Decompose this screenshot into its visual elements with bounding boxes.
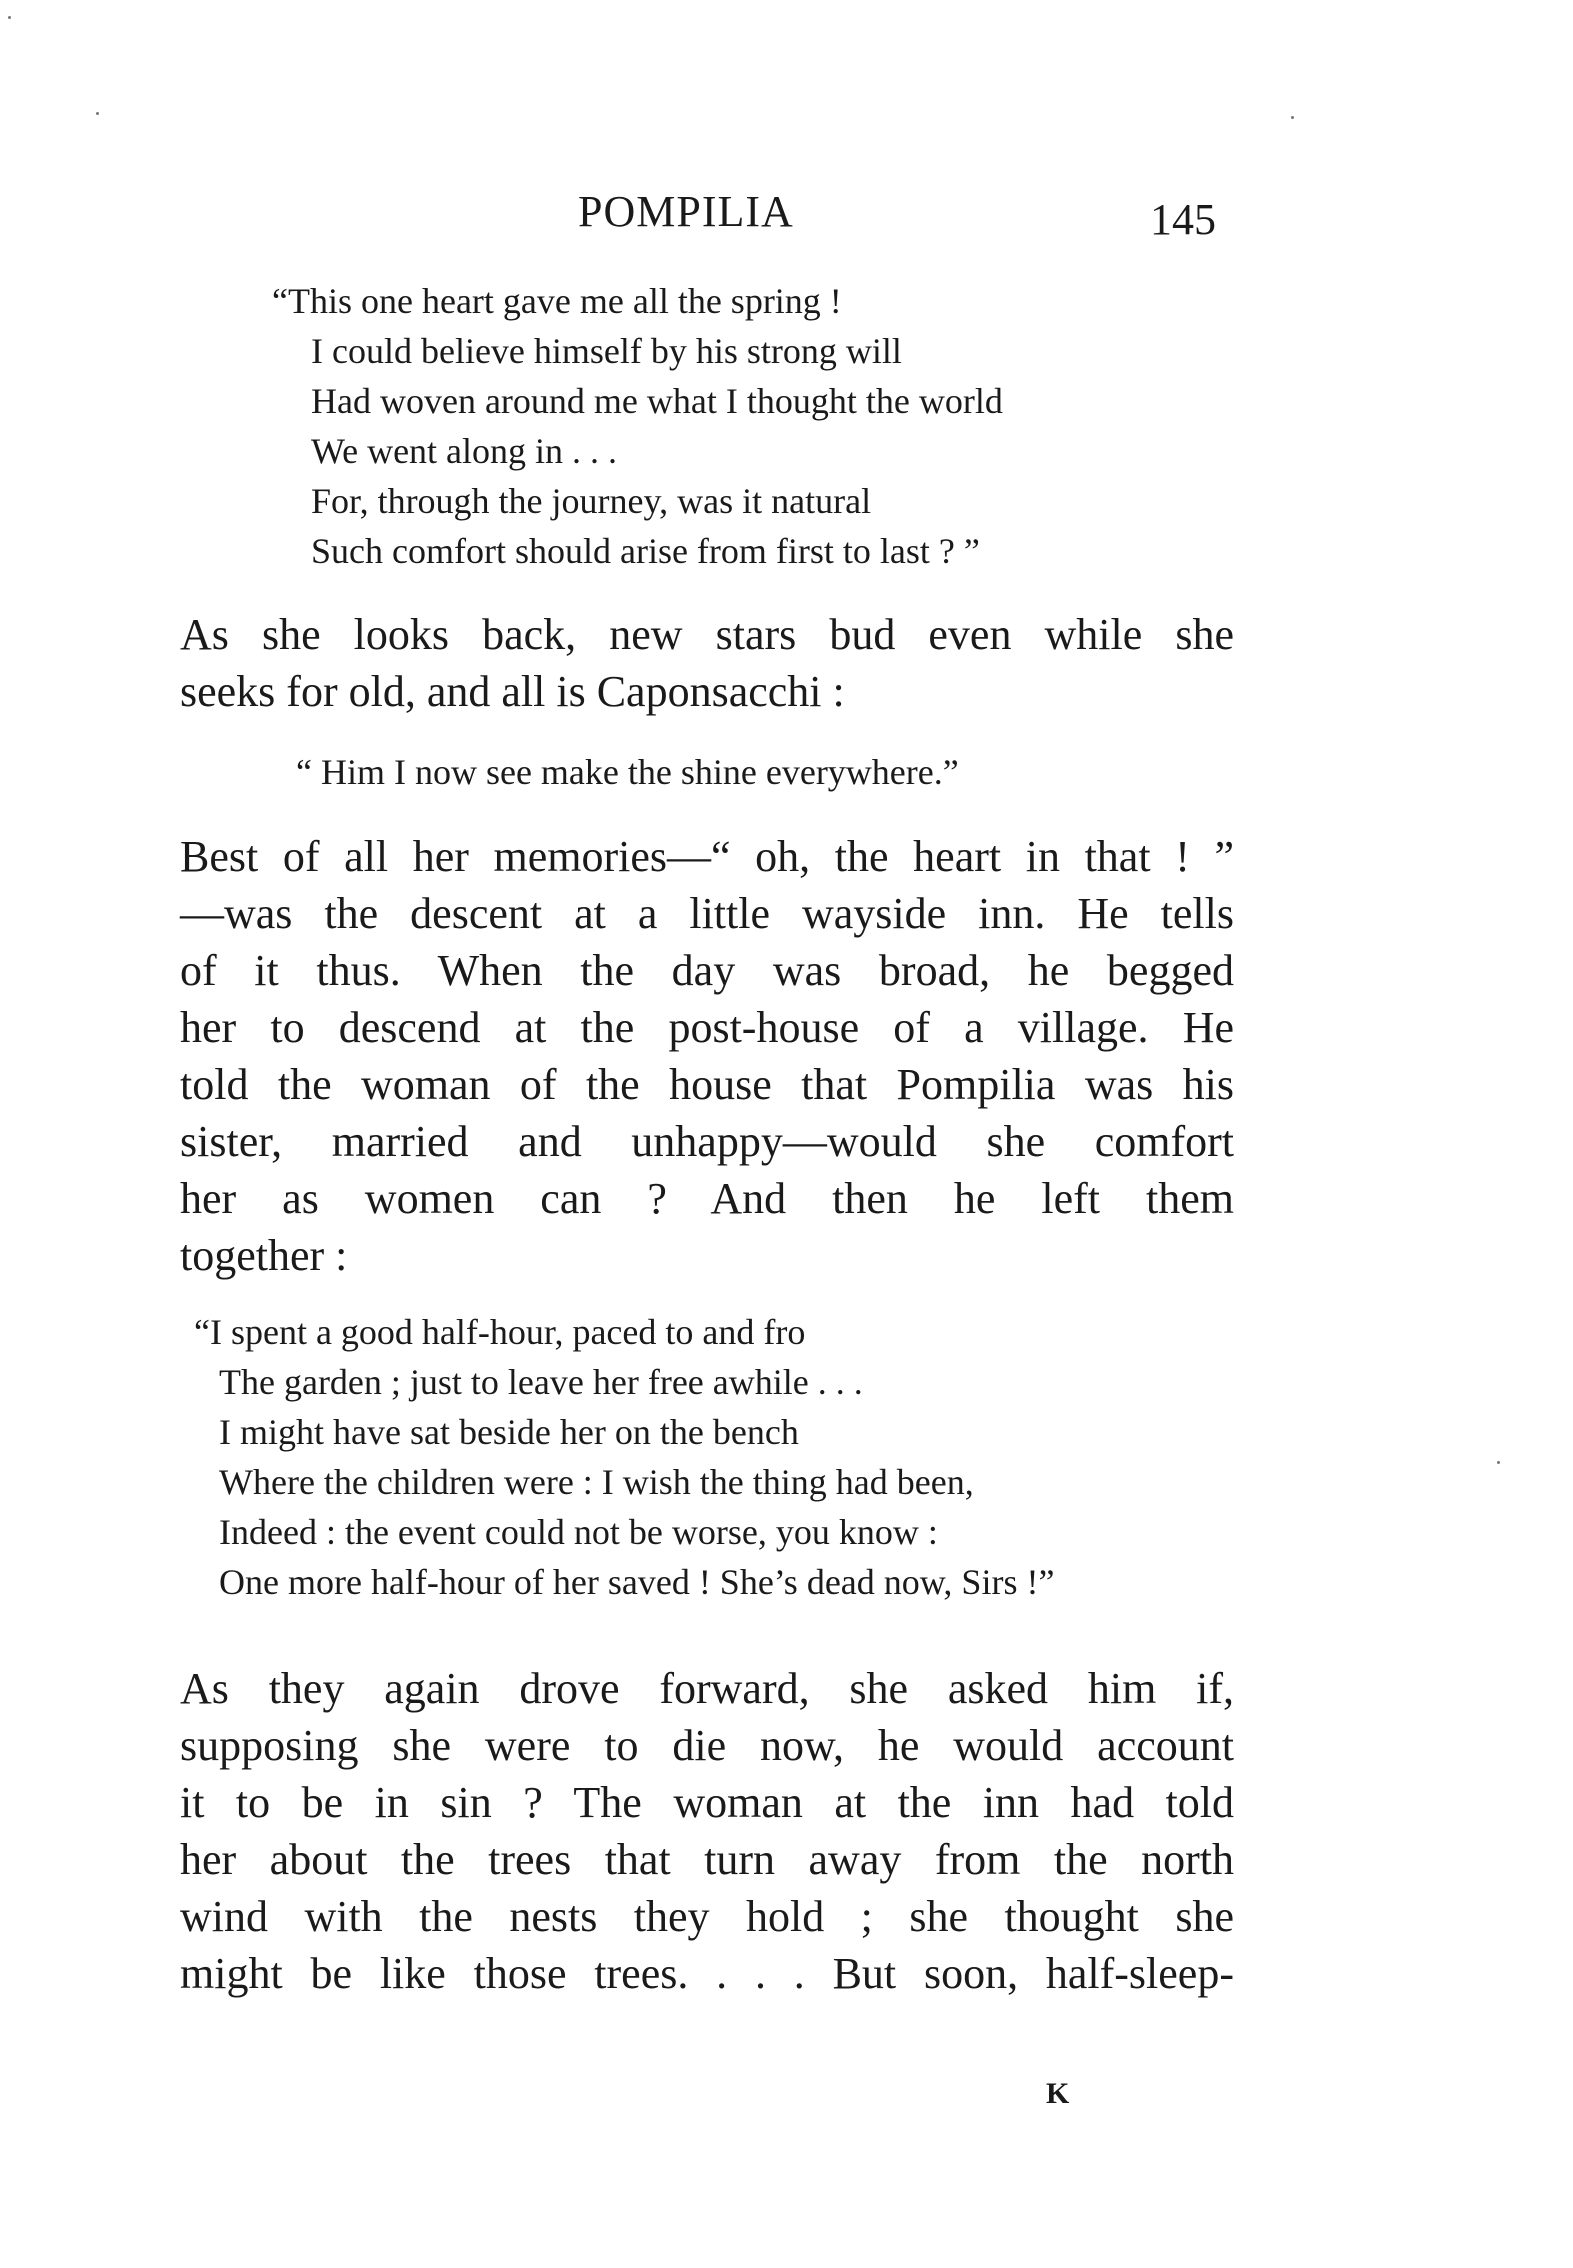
paragraph-1: [180, 606, 1234, 720]
verse-line: Where the children were : I wish the thing had been,: [219, 1462, 974, 1502]
paragraph-line: her about the trees that turn away from the north: [180, 1835, 1234, 1884]
paragraph-line: told the woman of the house that Pompilia was his: [180, 1060, 1234, 1109]
running-title: POMPILIA: [578, 187, 794, 236]
paragraph-line: supposing she were to die now, he would account: [180, 1721, 1234, 1770]
page-number: 145: [1150, 195, 1216, 244]
verse-line: The garden ; just to leave her free awhile . . .: [219, 1362, 863, 1402]
verse-line: We went along in . . .: [311, 431, 618, 471]
paragraph-2: [180, 828, 1234, 1284]
paper-speck: [1497, 1461, 1500, 1464]
paragraph-line: it to be in sin ? The woman at the inn had told: [180, 1778, 1234, 1827]
verse-line: Had woven around me what I thought the world: [311, 381, 1003, 421]
verse-line: “ Him I now see make the shine everywhere.”: [296, 752, 959, 792]
verse-line: “This one heart gave me all the spring !: [272, 281, 842, 321]
paragraph-line: wind with the nests they hold ; she thought she: [180, 1892, 1234, 1941]
paragraph-line: —was the descent at a little wayside inn. He tells: [180, 889, 1234, 938]
paragraph-line: together :: [180, 1231, 348, 1280]
paragraph-line: her as women can ? And then he left them: [180, 1174, 1234, 1223]
paragraph-line: As she looks back, new stars bud even while she: [180, 610, 1234, 659]
signature-mark: K: [1046, 2077, 1070, 2110]
verse-quote-1: [272, 276, 1003, 576]
paragraph-line: As they again drove forward, she asked him if,: [180, 1664, 1234, 1713]
paragraph-3: [180, 1660, 1234, 2002]
verse-quote-2: [296, 747, 959, 797]
paragraph-line: Best of all her memories—“ oh, the heart in that ! ”: [180, 832, 1234, 881]
verse-line: Indeed : the event could not be worse, you know :: [219, 1512, 938, 1552]
paper-speck: [8, 16, 11, 19]
verse-line: I could believe himself by his strong will: [311, 331, 902, 371]
verse-line: I might have sat beside her on the bench: [219, 1412, 799, 1452]
paragraph-line: might be like those trees. . . . But soon, half-sleep-: [180, 1949, 1234, 1998]
verse-quote-3: [194, 1307, 1054, 1607]
verse-line: One more half-hour of her saved ! She’s dead now, Sirs !”: [219, 1562, 1055, 1602]
verse-line: For, through the journey, was it natural: [311, 481, 872, 521]
paper-speck: [1291, 116, 1294, 119]
paragraph-line: of it thus. When the day was broad, he begged: [180, 946, 1234, 995]
running-head: [0, 186, 1573, 246]
paragraph-line: seeks for old, and all is Caponsacchi :: [180, 667, 845, 716]
paragraph-line: her to descend at the post-house of a village. He: [180, 1003, 1234, 1052]
paragraph-line: sister, married and unhappy—would she comfort: [180, 1117, 1234, 1166]
verse-line: “I spent a good half-hour, paced to and fro: [194, 1312, 806, 1352]
verse-line: Such comfort should arise from first to last ? ”: [311, 531, 980, 571]
paper-speck: [96, 112, 99, 115]
